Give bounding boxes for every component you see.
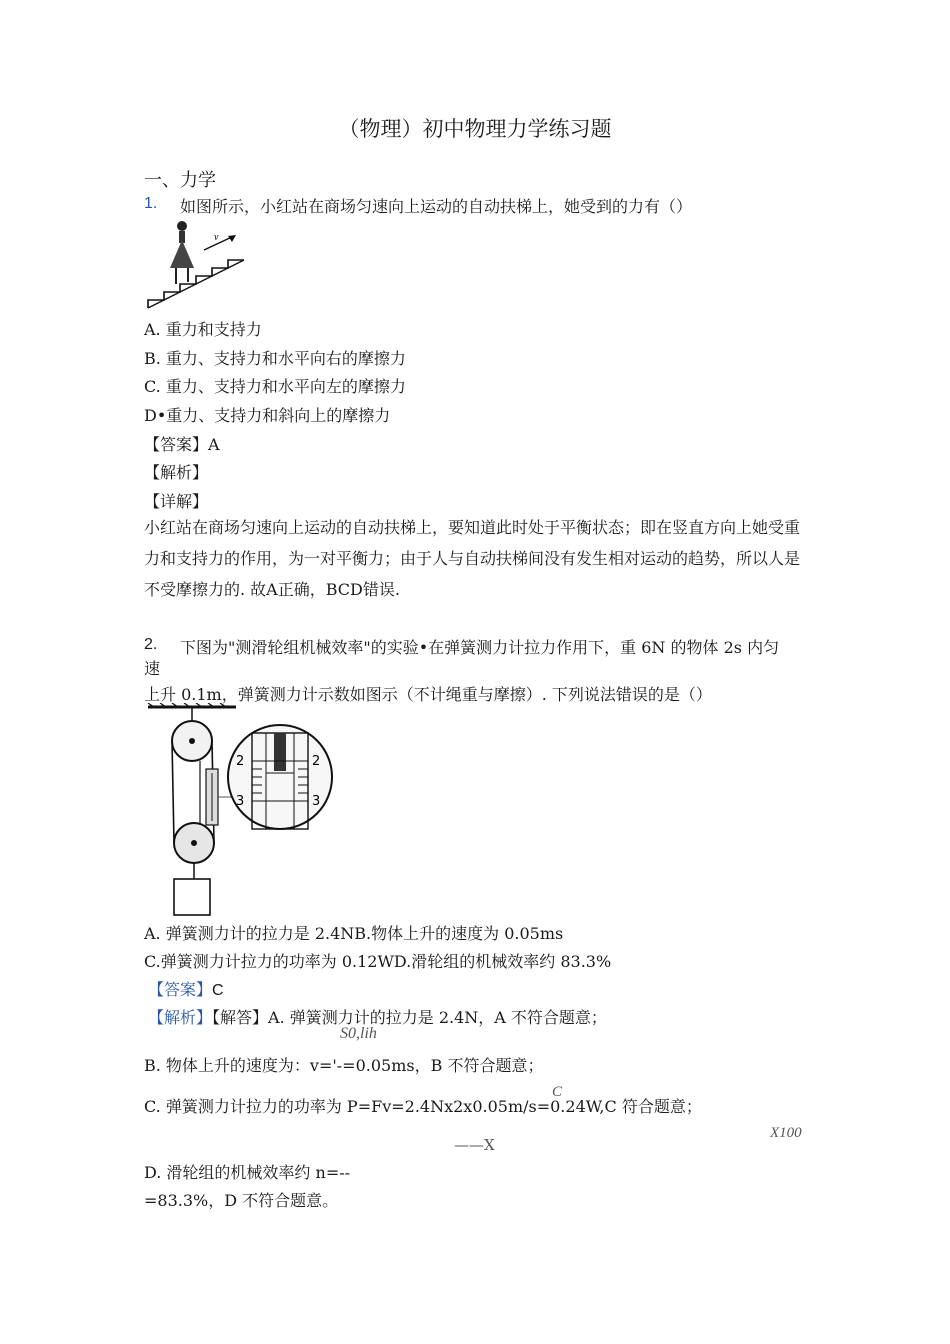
q2-analysis-tag: 【解析】 (148, 1008, 213, 1027)
q1-option-c: C. 重力、支持力和水平向左的摩擦力 (144, 377, 406, 396)
q2-analysis-text: 【解答】A. 弹簧测力计的拉力是 2.4N，A 不符合题意； (212, 1008, 607, 1027)
scale-label-3-left: 3 (236, 794, 245, 809)
q2-fraction-numerator: S0,lih (340, 1025, 377, 1042)
q2-solution-d-line2: =83.3%，D 不符合题意。 (144, 1191, 339, 1210)
q1-option-a: A. 重力和支持力 (144, 320, 262, 339)
q2-stem-line3: 上升 0.1m，弹簧测力计示数如图示（不计绳重与摩擦）. 下列说法错误的是（） (144, 685, 712, 704)
q2-solution-d-line1: D. 滑轮组的机械效率约 n=-- (144, 1163, 351, 1182)
scale-label-2-left: 2 (236, 754, 245, 769)
q2-dash-x: ——X (454, 1136, 495, 1154)
q1-explanation: 小红站在商场匀速向上运动的自动扶梯上，要知道此时处于平衡状态；即在竖直方向上她受重力和支持力的作用，为一对平衡力；由于人与自动扶梯间没有发生相对运动的趋势，所以人是不受摩擦力的. 故A正确，BCD错误. (144, 518, 801, 599)
q2-options-line1: A. 弹簧测力计的拉力是 2.4NB.物体上升的速度为 0.05ms (144, 924, 564, 943)
pulley-figure (144, 703, 336, 917)
escalator-figure (144, 218, 250, 310)
page-title: （物理）初中物理力学练习题 (338, 117, 612, 141)
q2-stem-line1: 下图为"测滑轮组机械效率"的实验•在弹簧测力计拉力作用下，重 6N 的物体 2s 内匀 (180, 638, 780, 657)
section-heading: 一、力学 (144, 170, 216, 191)
q2-answer-tag: 【答案】 (148, 980, 213, 999)
q1-number: 1. (144, 195, 158, 212)
q2-stem-line2: 速 (144, 659, 161, 678)
scale-label-3-right: 3 (312, 794, 321, 809)
velocity-label: v (214, 232, 219, 243)
q2-options-line2: C.弹簧测力计拉力的功率为 0.12WD.滑轮组的机械效率约 83.3% (144, 952, 612, 971)
q1-answer: 【答案】A (144, 435, 220, 454)
q1-option-d: D•重力、支持力和斜向上的摩擦力 (144, 406, 391, 425)
q1-stem: 如图所示，小红站在商场匀速向上运动的自动扶梯上，她受到的力有（） (180, 197, 693, 216)
q1-analysis-label: 【解析】 (144, 463, 209, 482)
q1-detail-label: 【详解】 (144, 492, 209, 511)
q2-x100: X100 (770, 1125, 802, 1141)
q2-number: 2. (144, 636, 158, 653)
q2-fraction-c: C (552, 1084, 563, 1100)
scale-label-2-right: 2 (312, 754, 321, 769)
q2-solution-c: C. 弹簧测力计拉力的功率为 P=Fv=2.4Nx2x0.05m/s=0.24W,C 符合题意； (144, 1097, 702, 1116)
q2-answer-value: C (212, 982, 224, 999)
q2-solution-b: B. 物体上升的速度为：v='-=0.05ms，B 不符合题意； (144, 1056, 544, 1075)
q1-option-b: B. 重力、支持力和水平向右的摩擦力 (144, 349, 406, 368)
